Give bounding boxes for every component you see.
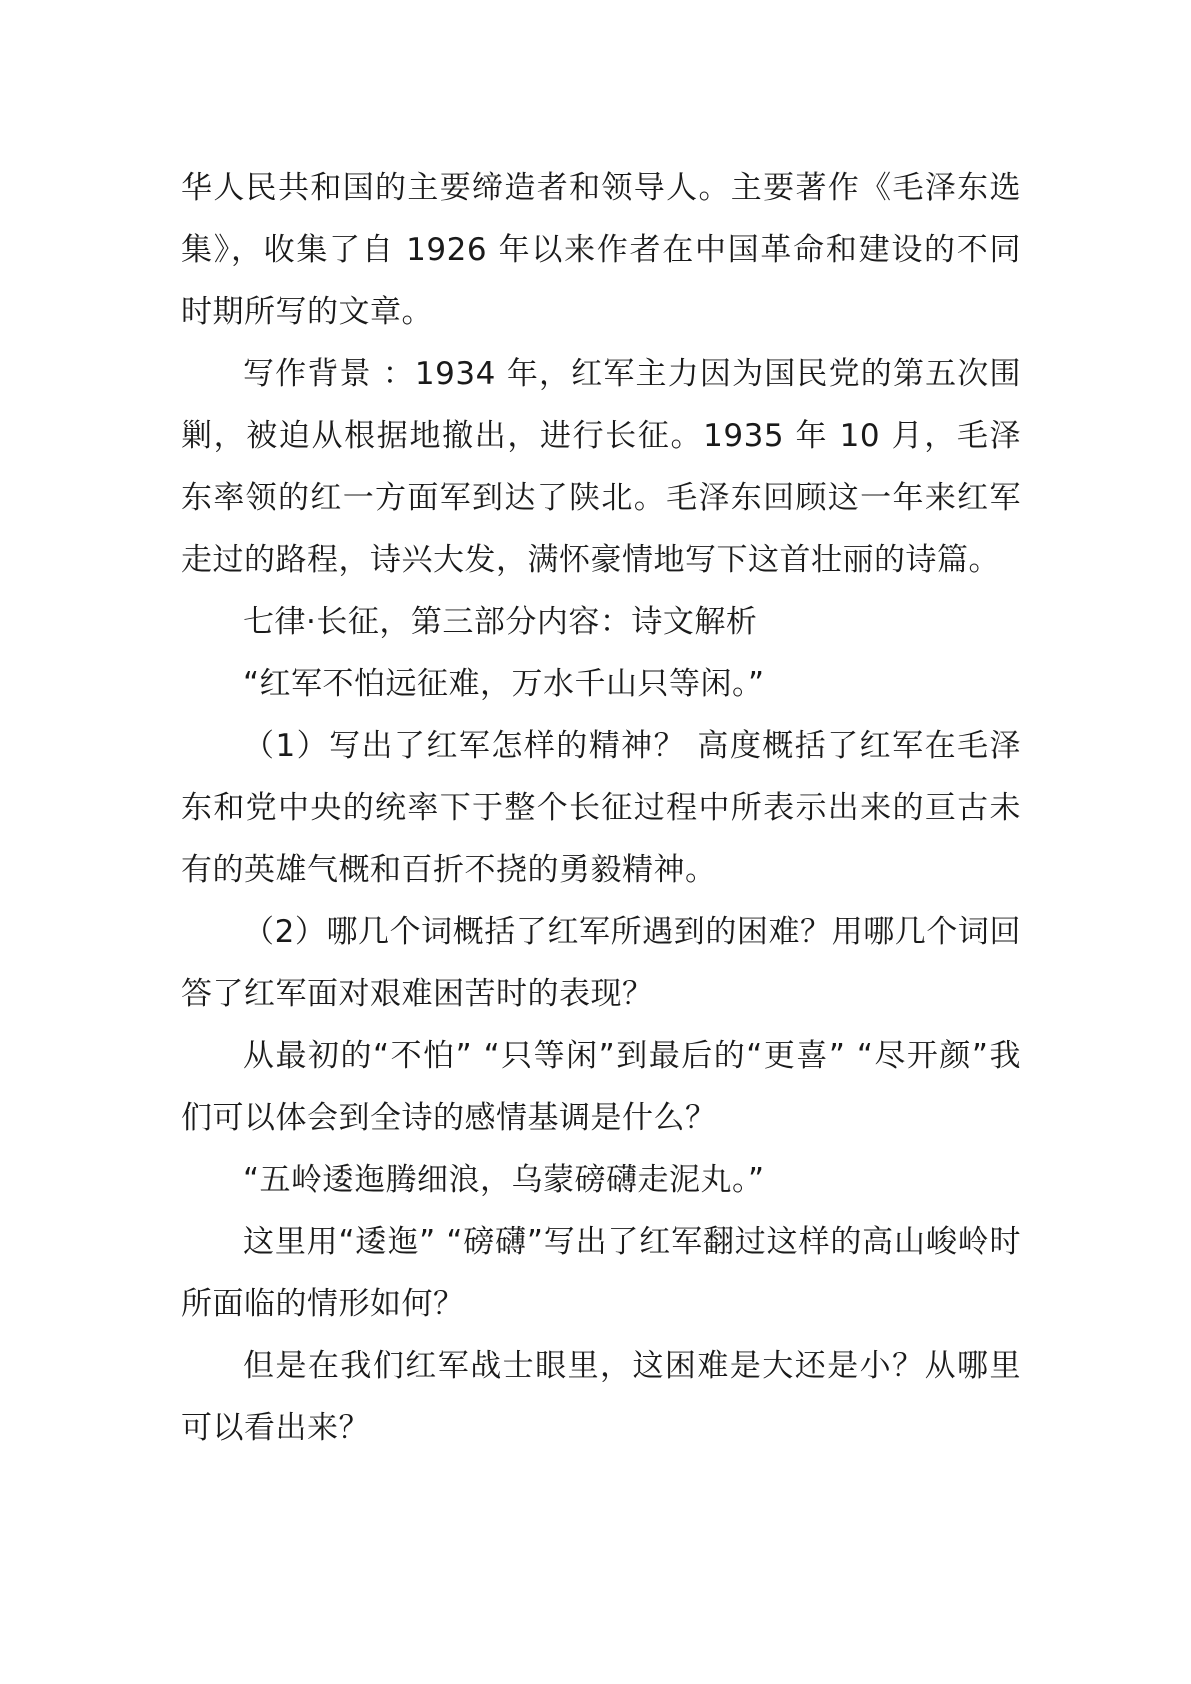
document-body [181,157,1021,1459]
paragraph-writing-background: 写作背景 ：1934 年，红军主力因为国民党的第五次围剿，被迫从根据地撤出，进行长征。1935 年 10 月，毛泽东率领的红一方面军到达了陕北。毛泽东回顾这一年来红军走过的路程，诗兴大发，满怀豪情地写下这首壮丽的诗篇。 [181,356,1021,578]
paragraph-situation-question: 这里用“逶迤” “磅礴”写出了红军翻过这样的高山峻岭时所面临的情形如何？ [181,1224,1021,1322]
paragraph-question-1: （1）写出了红军怎样的精神？ 高度概括了红军在毛泽东和党中央的统率下于整个长征过程中所表示出来的亘古未有的英雄气概和百折不挠的勇毅精神。 [181,728,1021,888]
paragraph-author-intro: 华人民共和国的主要缔造者和领导人。主要著作《毛泽东选集》，收集了自 1926 年以来作者在中国革命和建设的不同时期所写的文章。 [181,170,1021,330]
paragraph-difficulty-question: 但是在我们红军战士眼里，这困难是大还是小？从哪里可以看出来？ [181,1348,1021,1446]
paragraph-section-heading: 七律·长征，第三部分内容：诗文解析 [243,604,758,640]
paragraph-emotion-question: 从最初的“不怕” “只等闲”到最后的“更喜” “尽开颜”我们可以体会到全诗的感情基调是什么？ [181,1038,1021,1136]
paragraph-poem-line-1: “红军不怕远征难，万水千山只等闲。” [243,666,765,702]
paragraph-question-2: （2）哪几个词概括了红军所遇到的困难？用哪几个词回答了红军面对艰难困苦时的表现？ [181,914,1021,1012]
paragraph-poem-line-2: “五岭逶迤腾细浪，乌蒙磅礴走泥丸。” [243,1162,765,1198]
